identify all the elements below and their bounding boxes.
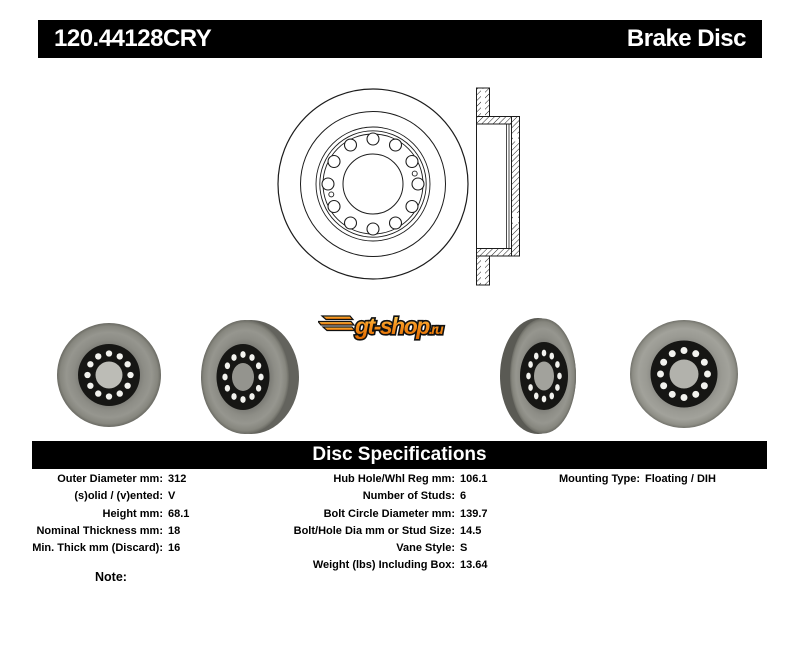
- spec-row-mounting-type: Mounting Type: Floating / DIH: [558, 473, 716, 485]
- disc-cross-section-drawing: [477, 88, 520, 285]
- spec-row-vane-style: Vane Style: S: [396, 542, 468, 555]
- product-photo-angled-left: [201, 319, 300, 436]
- technical-drawing: [258, 78, 543, 293]
- spec-row-bolt-hole-dia: Bolt/Hole Dia mm or Stud Size: 14.5: [293, 524, 482, 537]
- spec-row-solid-vented: (s)olid / (v)ented: V: [74, 490, 176, 503]
- spec-row-min-thick: Min. Thick mm (Discard): 16: [32, 542, 181, 555]
- part-number: 120.44128CRY: [54, 25, 212, 52]
- title-bar: [38, 20, 762, 58]
- spec-section-title: Disc Specifications: [312, 444, 487, 465]
- spec-row-bolt-circle-diameter: Bolt Circle Diameter mm: 139.7: [323, 507, 488, 520]
- spec-row-outer-diameter: Outer Diameter mm: 312: [57, 473, 187, 485]
- gt-shop-watermark-logo: [318, 308, 484, 342]
- spec-row-number-of-studs: Number of Studs: 6: [362, 490, 467, 503]
- spec-column-right: [523, 471, 716, 488]
- spec-column-left: [30, 471, 189, 557]
- spec-column-middle: [285, 471, 488, 575]
- logo-text: gt-shop.ru: [355, 313, 443, 339]
- note-label: Note:: [95, 570, 127, 584]
- spec-row-weight: Weight (lbs) Including Box: 13.64: [312, 559, 488, 572]
- product-type-label: Brake Disc: [626, 25, 746, 52]
- spec-row-hub-hole: Hub Hole/Whl Reg mm: 106.1: [333, 473, 488, 485]
- spec-row-nominal-thickness: Nominal Thickness mm: 18: [36, 524, 181, 537]
- product-photo-angled-right: [499, 317, 577, 435]
- product-photo-front-right: [628, 315, 740, 434]
- spec-row-height: Height mm: 68.1: [102, 507, 190, 520]
- product-photo-front-left: [55, 317, 165, 435]
- spec-section-header: [32, 441, 767, 469]
- disc-front-view-drawing: [278, 89, 468, 279]
- speed-lines-icon: [318, 316, 355, 331]
